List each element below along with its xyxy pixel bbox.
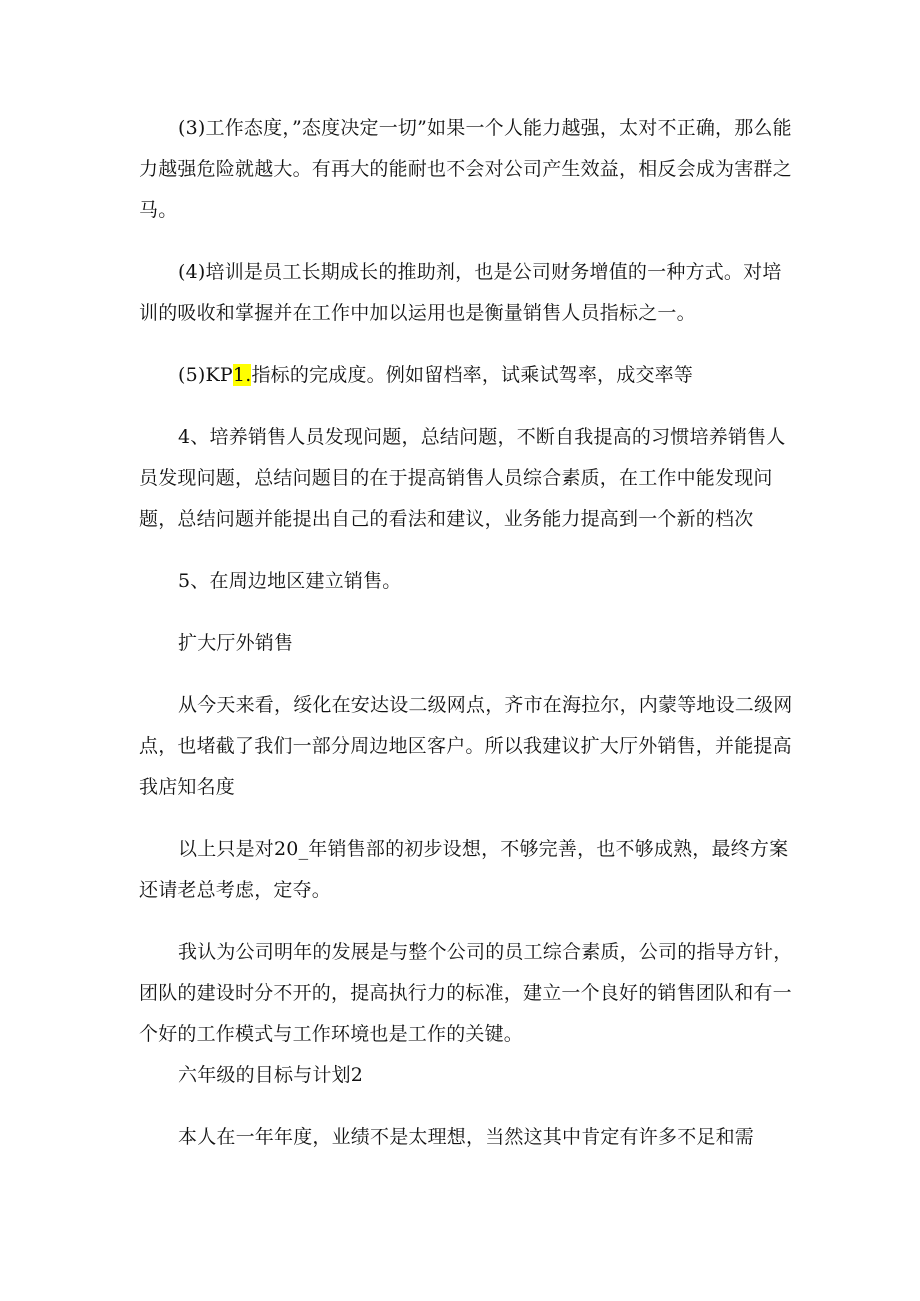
paragraph-problem-solving: 4、培养销售人员发现问题，总结问题，不断自我提高的习惯培养销售人员发现问题，总结问题目的在于提高销售人员综合素质，在工作中能发现问题，总结问题并能提出自己的看法和建议，业务能力提高到一个新的档次 — [139, 426, 786, 530]
paragraph-work-attitude: (3)工作态度，”态度决定一切”如果一个人能力越强，太对不正确，那么能力越强危险就越大。有再大的能耐也不会对公司产生效益，相反会成为害群之马。 — [139, 117, 792, 221]
paragraph-annual-review: 本人在一年年度，业绩不是太理想，当然这其中肯定有许多不足和需 — [178, 1126, 755, 1148]
section-heading: 六年级的目标与计划2 — [178, 1064, 364, 1086]
paragraph-expand-outside-sales: 扩大厅外销售 — [178, 632, 294, 654]
paragraph-current-situation: 从今天来看，绥化在安达设二级网点，齐市在海拉尔，内蒙等地设二级网点，也堵截了我们一部分周边地区客户。所以我建议扩大厅外销售，并能提高我店知名度 — [139, 694, 793, 798]
paragraph-summary: 以上只是对20_年销售部的初步设想，不够完善，也不够成熟，最终方案还请老总考虑，定夺。 — [139, 838, 789, 901]
paragraph-kpi — [139, 355, 799, 396]
kpi-suffix: 指标的完成度。例如留档率，试乘试驾率，成交率等 — [251, 364, 694, 386]
highlighted-text: 1. — [232, 364, 252, 386]
paragraph-company-development: 我认为公司明年的发展是与整个公司的员工综合素质，公司的指导方针，团队的建设时分不开的，提高执行力的标准，建立一个良好的销售团队和有一个好的工作模式与工作环境也是工作的关键。 — [139, 941, 793, 1045]
paragraph-regional-sales: 5、在周边地区建立销售。 — [178, 570, 402, 592]
document-body — [139, 108, 799, 1179]
kpi-prefix: (5)KP — [178, 364, 233, 386]
paragraph-training: (4)培训是员工长期成长的推助剂，也是公司财务增值的一种方式。对培训的吸收和掌握并在工作中加以运用也是衡量销售人员指标之一。 — [139, 261, 782, 324]
